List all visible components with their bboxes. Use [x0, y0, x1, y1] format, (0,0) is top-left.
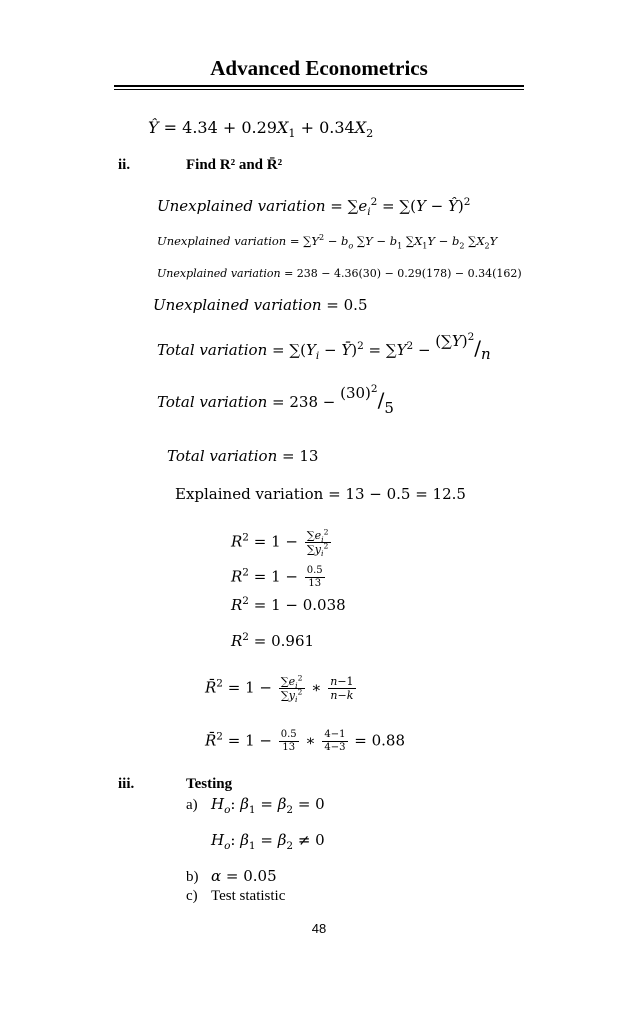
alternative-hypothesis: $H_o$: $\beta_1 = \beta_2 \ne 0$ — [211, 831, 325, 852]
r2-substitution: $R^2 = 1$ − $\frac{0.5}{13}$ — [231, 565, 323, 589]
explained-variation: Explained variation = 13 − 0.5 = 12.5 — [175, 485, 466, 503]
r2-formula: $R^2 = 1$ − $\frac{\sum e_i^2}{\sum y_i^2}$ — [231, 527, 329, 559]
total-variation-result: Total variation = 13 — [167, 447, 319, 465]
unexplained-variation-substitution: Unexplained variation = 238 − 4.36(30) − 0.29(178) − 0.34(162) — [157, 267, 522, 280]
item-c-label: c) — [186, 888, 198, 904]
r2-result: $R^2 = 0.961$ — [231, 631, 315, 650]
regression-equation: Ŷ = $4.34 + 0.29X_1 + 0.34X_2$ — [148, 118, 374, 141]
part-ii-marker: ii. — [118, 157, 131, 173]
part-iii-heading: Testing — [186, 776, 233, 792]
total-variation-substitution: Total variation = $238 - (30)^2/5$ — [157, 383, 394, 417]
part-iii-marker: iii. — [118, 776, 135, 792]
item-a-label: a) — [186, 797, 198, 813]
unexplained-variation-result: Unexplained variation = 0.5 — [153, 296, 368, 314]
significance-level: α = 0.05 — [211, 867, 277, 885]
header-rule-thin — [114, 89, 524, 90]
adjusted-r2-formula: R̄$^2$ = 1 − $\frac{\sum e_i^2}{\sum y_i^2}$ ∗ $\frac{n-1}{n-k}$ — [205, 673, 354, 705]
page-header-title: Advanced Econometrics — [210, 56, 428, 80]
r2-step: $R^2 = 1 - 0.038$ — [231, 595, 346, 614]
unexplained-variation-def: Unexplained variation = $\sum e_i^2 = \sum(Y$ − Ŷ)$^2$ — [157, 196, 471, 218]
header-rule-thick — [114, 85, 524, 87]
adjusted-r2-result: R̄$^2$ = 1 − $\frac{0.5}{13}$ ∗ $\frac{4-1}{4-3}$ = 0.88 — [205, 729, 406, 753]
item-b-label: b) — [186, 869, 199, 885]
unexplained-variation-expansion: Unexplained variation = $\sum Y^2 - b_o$ $\sum Y - b_1$ $\sum X_1Y - b_2$ $\sum X_2Y$ — [157, 233, 498, 251]
test-statistic-label: Test statistic — [211, 888, 286, 904]
null-hypothesis: $H_o$: $\beta_1 = \beta_2 = 0$ — [211, 795, 325, 816]
part-ii-heading: Find R² and R̄² — [186, 157, 283, 173]
total-variation-def: Total variation = $\sum(Y_i$ − Ȳ)$^2$ = $\sum Y^2 - (\sum Y)^2/n$ — [157, 331, 491, 363]
page-number: 48 — [311, 921, 327, 936]
